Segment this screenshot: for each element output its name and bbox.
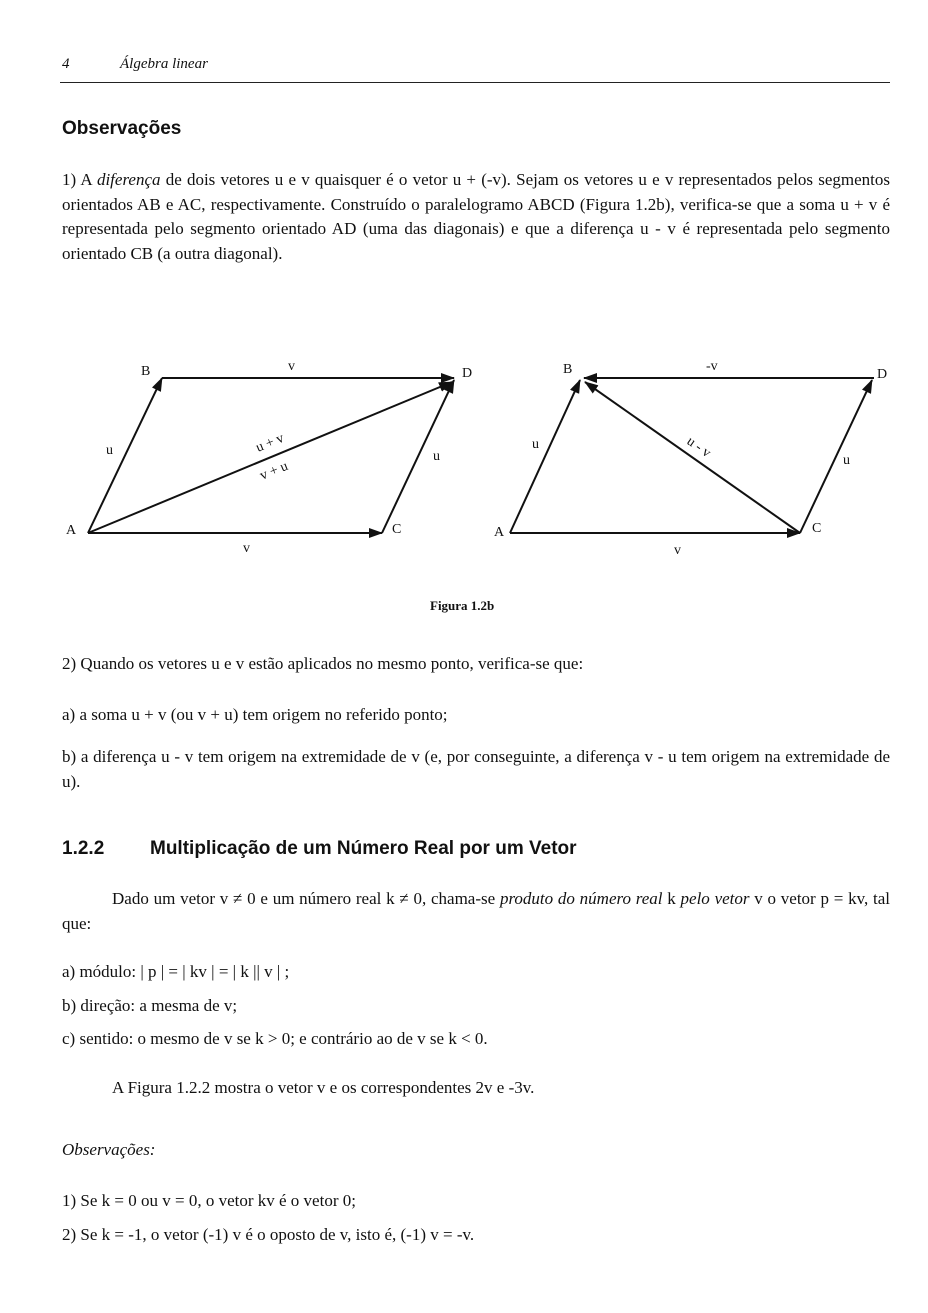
vector-cd-right bbox=[800, 380, 872, 533]
definition-part-1: Dado um vetor v ≠ 0 e um número real k ≠ 0, chama-se bbox=[112, 889, 500, 908]
point-b-left: B bbox=[141, 364, 151, 379]
final-observation-1: 1) Se k = 0 ou v = 0, o vetor kv é o vetor 0; bbox=[62, 1191, 356, 1210]
label-left-u-right: u bbox=[532, 437, 539, 452]
property-modulo: a) módulo: | p | = | kv | = | k || v | ; bbox=[62, 962, 290, 981]
vector-ad-diagonal bbox=[88, 382, 452, 533]
vector-cd-left bbox=[382, 380, 454, 533]
figure-1-2b bbox=[0, 340, 928, 580]
definition-term-1: produto do número real bbox=[499, 889, 663, 908]
label-left-u-left: u bbox=[106, 443, 113, 458]
point-c-right: C bbox=[812, 521, 822, 536]
observation-2-item-a: a) a soma u + v (ou v + u) tem origem no referido ponto; bbox=[62, 705, 448, 724]
label-u-minus-v: u - v bbox=[683, 433, 714, 462]
vector-ab-right bbox=[510, 380, 580, 533]
observation-2-item-b: b) a diferença u - v tem origem na extremidade de v (e, por conseguinte, a diferença v - u tem origem na extremidade de u). bbox=[62, 747, 890, 791]
point-a-left: A bbox=[66, 523, 77, 538]
left-parallelogram bbox=[66, 359, 472, 556]
definition-paragraph bbox=[62, 887, 890, 936]
label-right-u-right: u bbox=[843, 453, 850, 468]
header-rule bbox=[60, 82, 890, 83]
point-b-right: B bbox=[563, 362, 573, 377]
section-title: Multiplicação de um Número Real por um Vetor bbox=[150, 838, 577, 859]
figure-caption: Figura 1.2b bbox=[430, 598, 495, 613]
observation-2-intro: 2) Quando os vetores u e v estão aplicados no mesmo ponto, verifica-se que: bbox=[62, 654, 584, 673]
obs1-text: de dois vetores u e v quaisquer é o vetor u + (-v). Sejam os vetores u e v representados pelos segmentos orientados AB e AC, respectivamente. Construído o paralelogramo ABCD (Figura 1.2b), verifica-se que a soma u + v é representada pelo segmento orientado AD (uma das diagonais) e que a diferença u - v é representada pelo segmento orientado CB (a outra diagonal). bbox=[62, 170, 891, 263]
page-number: 4 bbox=[62, 56, 70, 72]
point-a-right: A bbox=[494, 525, 505, 540]
observacoes-heading: Observações bbox=[62, 118, 182, 139]
label-bottom-v-left: v bbox=[243, 541, 250, 556]
obs1-term: diferença bbox=[96, 170, 161, 189]
observacoes-subheading: Observações: bbox=[62, 1140, 156, 1159]
label-top-minus-v-right: -v bbox=[706, 359, 718, 374]
observation-1-paragraph bbox=[62, 168, 890, 266]
property-sentido: c) sentido: o mesmo de v se k > 0; e contrário ao de v se k < 0. bbox=[62, 1029, 488, 1048]
label-u-plus-v: u + v bbox=[253, 430, 287, 456]
point-d-right: D bbox=[877, 367, 888, 382]
label-bottom-v-right: v bbox=[674, 543, 681, 558]
definition-term-2: pelo vetor bbox=[680, 889, 750, 908]
section-number: 1.2.2 bbox=[62, 838, 105, 859]
property-direcao: b) direção: a mesma de v; bbox=[62, 996, 238, 1015]
vector-ab-left bbox=[88, 378, 162, 533]
vector-cb-diagonal bbox=[585, 382, 800, 533]
final-observation-2: 2) Se k = -1, o vetor (-1) v é o oposto de v, isto é, (-1) v = -v. bbox=[62, 1225, 475, 1244]
definition-part-3: v o vetor p = kv, tal que: bbox=[62, 889, 890, 933]
definition-part-2: k bbox=[662, 889, 681, 908]
label-top-v-left: v bbox=[288, 359, 295, 374]
obs1-number: 1) A bbox=[62, 170, 97, 189]
right-parallelogram bbox=[494, 359, 887, 558]
figure-reference-sentence: A Figura 1.2.2 mostra o vetor v e os correspondentes 2v e -3v. bbox=[112, 1078, 535, 1097]
label-v-plus-u: v + u bbox=[257, 458, 291, 484]
running-header-title: Álgebra linear bbox=[120, 56, 208, 72]
point-c-left: C bbox=[392, 522, 402, 537]
label-right-u-left: u bbox=[433, 449, 440, 464]
point-d-left: D bbox=[462, 366, 473, 381]
